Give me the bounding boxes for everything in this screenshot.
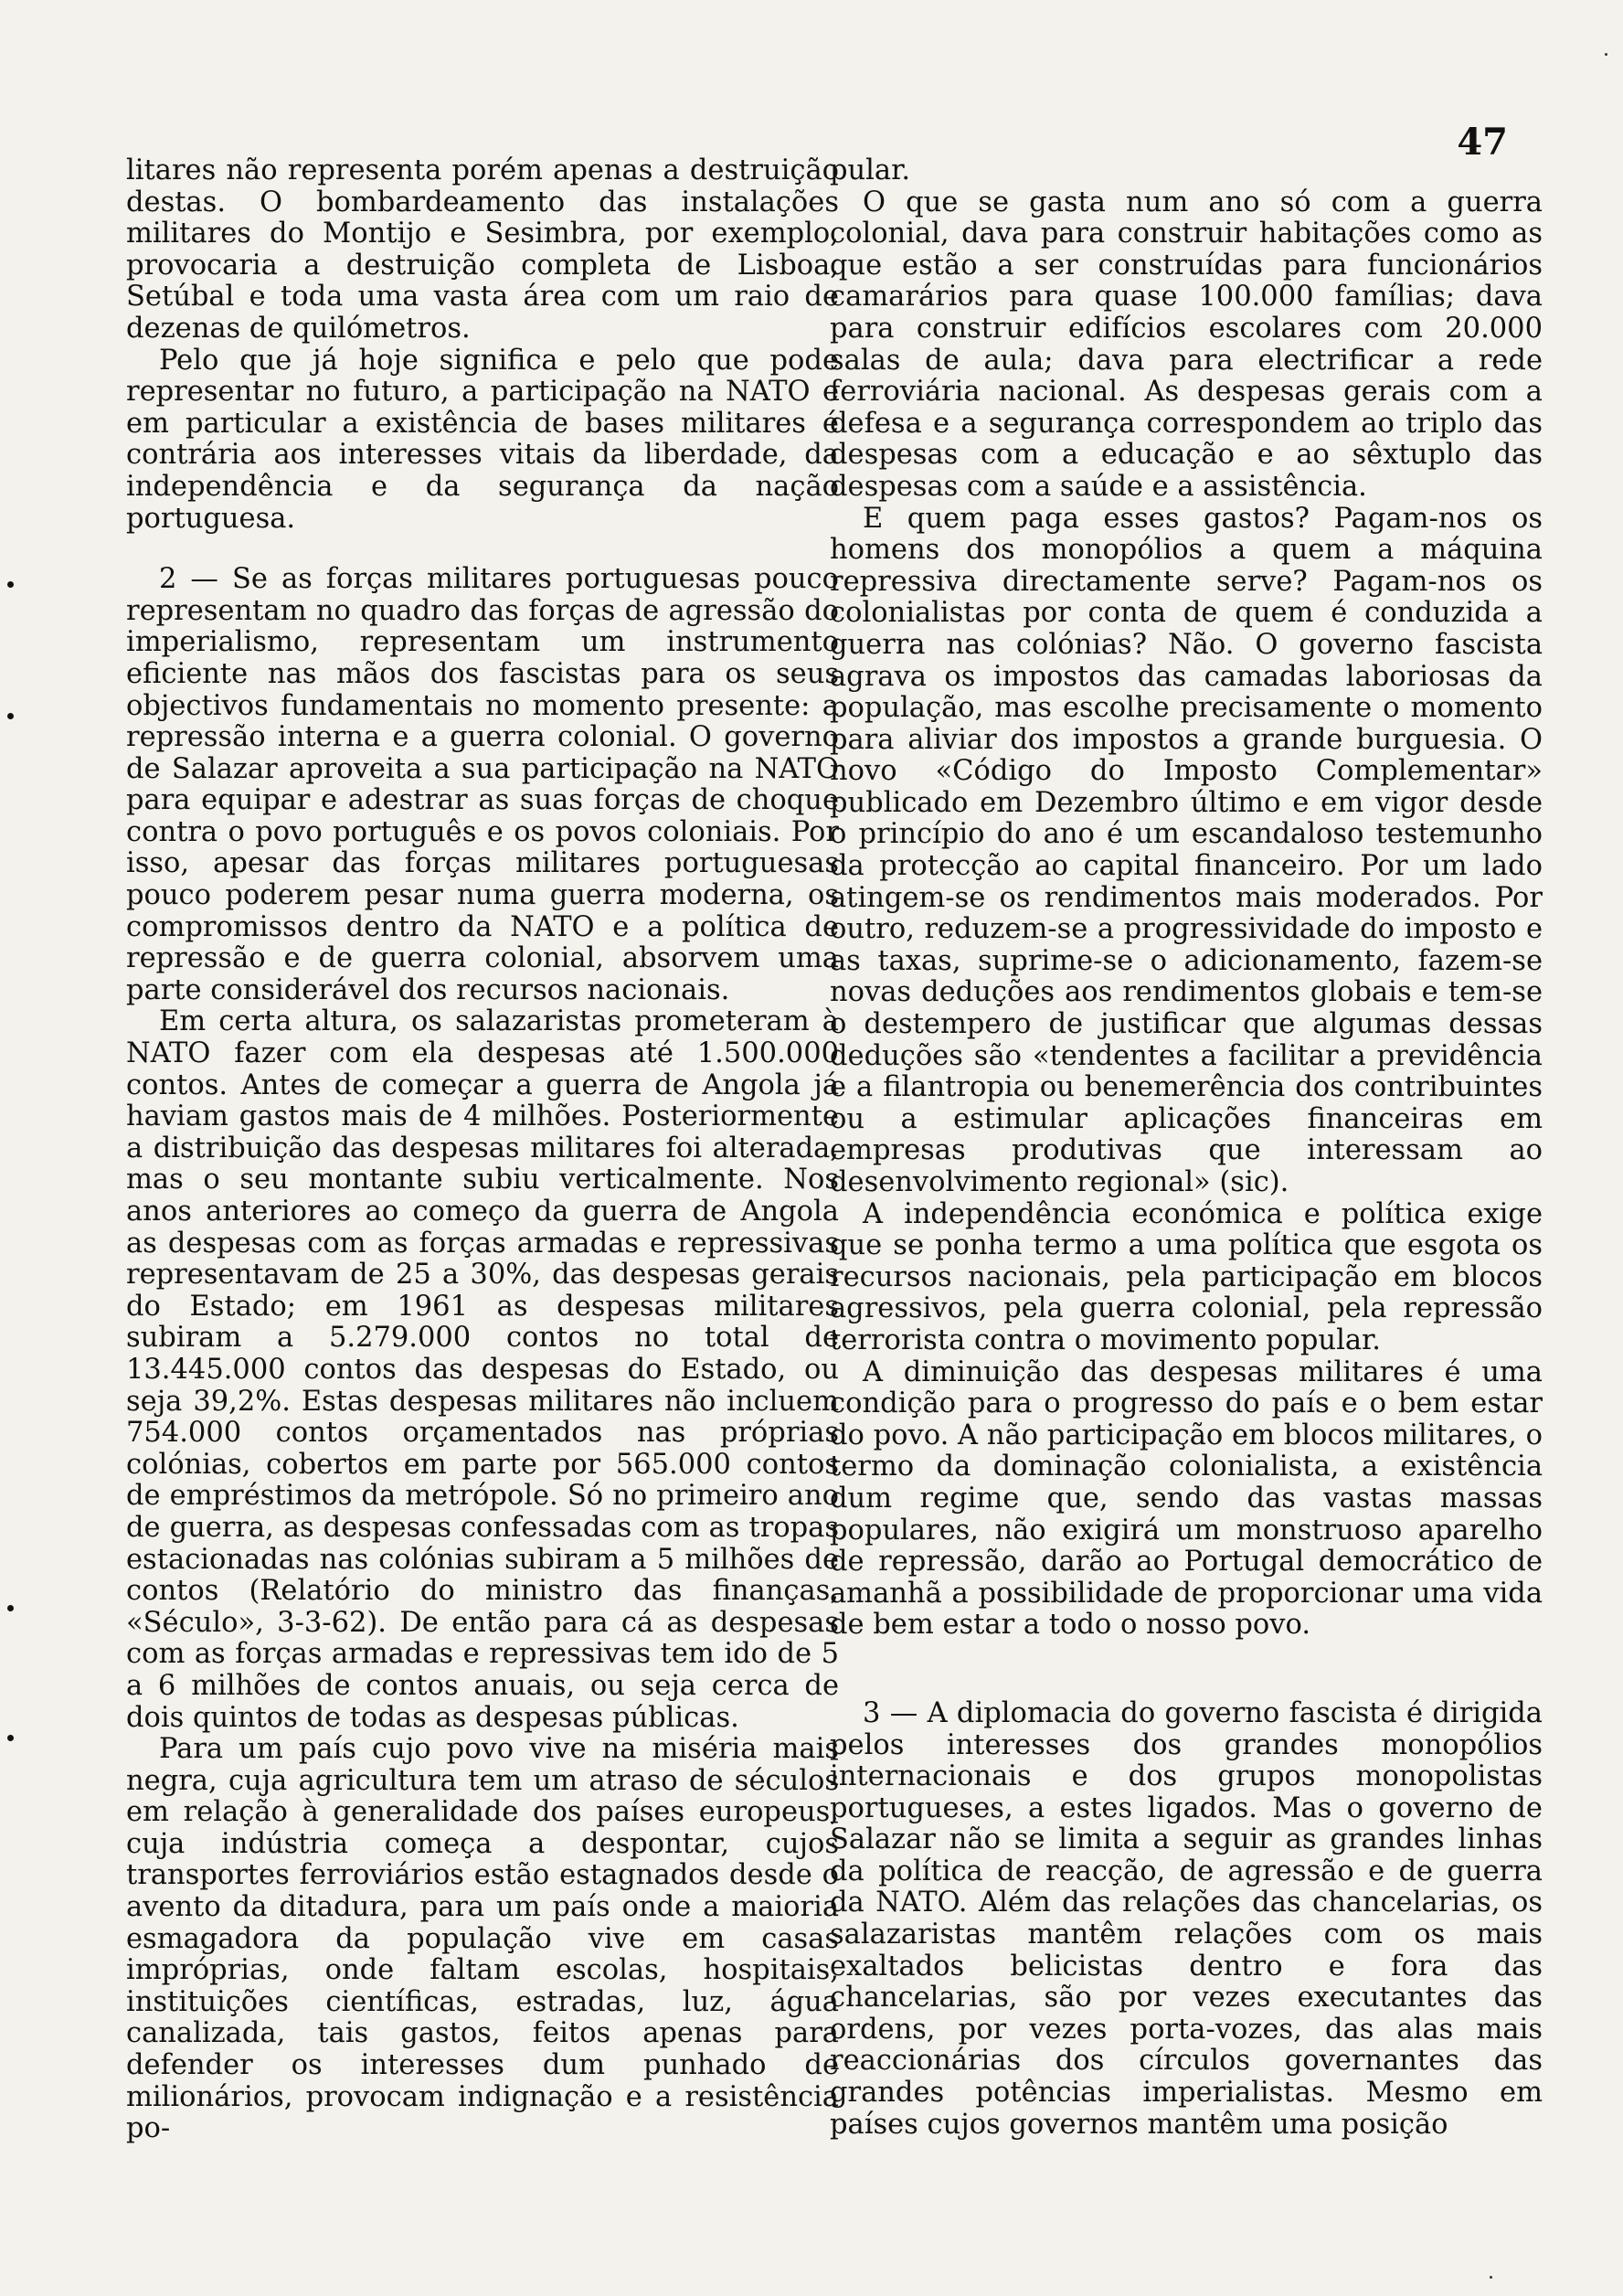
paragraph: A independência económica e política exige que se ponha termo a uma política que esgota os recursos nacionais, pela participação em blocos agressivos, pela guerra colonial, pela repressão terrorista contra o movimento popular. (830, 1197, 1543, 1356)
paragraph: A diminuição das despesas militares é uma condição para o progresso do país e o bem estar do povo. A não participação em blocos militares, o termo da dominação colonialista, a existência dum regime que, sendo das vastas massas populares, não exigirá um monstruoso aparelho de repressão, darão ao Portugal democrático de amanhã a possibilidade de proporcionar uma vida de bem estar a todo o nosso povo. (830, 1355, 1543, 1642)
paragraph: 3 — A diplomacia do governo fascista é dirigida pelos interesses dos grandes monopólios internacionais e dos grupos monopolistas portugueses, a estes ligados. Mas o governo de Salazar não se limita a seguir as grandes linhas da política de reacção, de agressão e de guerra da NATO. Além das relações das chancelarias, os salazaristas mantêm relações com os mais exaltados belicistas dentro e fora das chancelarias, são por vezes executantes das ordens, por vezes porta-vozes, das alas mais reaccionárias dos círculos governantes das grandes potências imperialistas. Mesmo em países cujos governos mantêm uma posição (830, 1696, 1543, 2141)
left-column (126, 155, 839, 2145)
margin-mark (7, 1735, 14, 1741)
scan-speck (1490, 2276, 1492, 2279)
paragraph: pular. (830, 154, 911, 186)
paragraph: Pelo que já hoje significa e pelo que pode representar no futuro, a participação na NATO e em particular a existência de bases militares é contrária aos interesses vitais da liberdade, da independência e da segurança da nação portuguesa. (126, 344, 839, 535)
scan-speck (1605, 53, 1607, 56)
paragraph: E quem paga esses gastos? Pagam-nos os homens dos monopólios a quem a máquina repressiva directamente serve? Pagam-nos os colonialistas por conta de quem é conduzida a guerra nas colónias? Não. O governo fascista agrava os impostos das camadas laboriosas da população, mas escolhe precisamente o momento para aliviar dos impostos a grande burguesia. O novo «Código do Imposto Complementar» publicado em Dezembro último e em vigor desde o princípio do ano é um escandaloso testemunho da protecção ao capital financeiro. Por um lado atingem-se os rendimentos mais moderados. Por outro, reduzem-se a progressividade do imposto e as taxas, suprime-se o adicionamento, fazem-se novas deduções aos rendimentos globais e tem-se o destempero de justificar que algumas dessas deduções são «tendentes a facilitar a previdência e a filantropia ou benemerência dos contribuintes ou a estimular aplicações financeiras em empresas produtivas que interessam ao desenvolvimento regional» (sic). (830, 502, 1543, 1198)
paragraph: 2 — Se as forças militares portuguesas pouco representam no quadro das forças de agressão do imperialismo, representam um instrumento eficiente nas mãos dos fascistas para os seus objectivos fundamentais no momento presente: a repressão interna e a guerra colonial. O governo de Salazar aproveita a sua participação na NATO para equipar e adestrar as suas forças de choque contra o povo português e os povos coloniais. Por isso, apesar das forças militares portuguesas pouco poderem pesar numa guerra moderna, os compromissos dentro da NATO e a política de repressão e de guerra colonial, absorvem uma parte considerável dos recursos nacionais. (126, 563, 839, 1006)
margin-mark (7, 713, 14, 719)
paragraph: litares não representa porém apenas a destruição destas. O bombardeamento das instalações militares do Montijo e Sesimbra, por exemplo, provocaria a destruição completa de Lisboa, Setúbal e toda uma vasta área com um raio de dezenas de quilómetros. (126, 154, 839, 345)
right-column (830, 155, 1543, 2141)
paragraph: O que se gasta num ano só com a guerra colonial, dava para construir habitações como as que estão a ser construídas para funcionários camarários para quase 100.000 famílias; dava para construir edifícios escolares com 20.000 salas de aula; dava para electrificar a rede ferroviária nacional. As despesas gerais com a defesa e a segurança correspondem ao triplo das despesas com a educação e ao sêxtuplo das despesas com a saúde e a assistência. (830, 186, 1543, 503)
page-number: 47 (1457, 121, 1508, 164)
margin-mark (7, 581, 14, 588)
paragraph: Em certa altura, os salazaristas prometeram à NATO fazer com ela despesas até 1.500.000 contos. Antes de começar a guerra de Angola já haviam gastos mais de 4 milhões. Posteriormente a distribuição das despesas militares foi alterada, mas o seu montante subiu verticalmente. Nos anos anteriores ao começo da guerra de Angola as despesas com as forças armadas e repressivas representavam de 25 a 30%, das despesas gerais do Estado; em 1961 as despesas militares subiram a 5.279.000 contos no total de 13.445.000 contos das despesas do Estado, ou seja 39,2%. Estas despesas militares não incluem 754.000 contos orçamentados nas próprias colónias, cobertos em parte por 565.000 contos de empréstimos da metrópole. Só no primeiro ano de guerra, as despesas confessadas com as tropas estacionadas nas colónias subiram a 5 milhões de contos (Relatório do ministro das finanças, «Século», 3-3-62). De então para cá as despesas com as forças armadas e repressivas tem ido de 5 a 6 milhões de contos anuais, ou seja cerca de dois quintos de todas as despesas públicas. (126, 1005, 839, 1734)
paragraph: Para um país cujo povo vive na miséria mais negra, cuja agricultura tem um atraso de séculos em relação à generalidade dos países europeus, cuja indústria começa a despontar, cujos transportes ferroviários estão estagnados desde o avento da ditadura, para um país onde a maioria esmagadora da população vive em casas impróprias, onde faltam escolas, hospitais, instituições científicas, estradas, luz, água canalizada, tais gastos, feitos apenas para defender os interesses dum punhado de milionários, provocam indignação e a resistência po- (126, 1733, 839, 2145)
margin-mark (7, 1605, 14, 1611)
